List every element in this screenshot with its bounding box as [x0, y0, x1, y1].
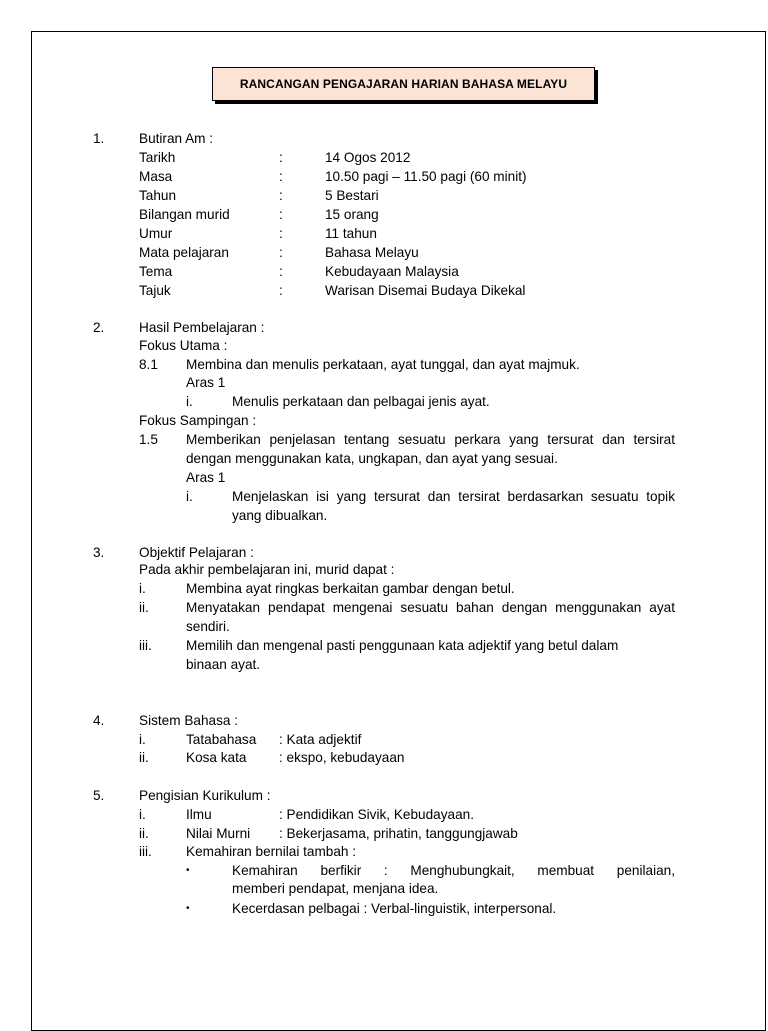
detail-value-tajuk: Warisan Disemai Budaya Dikekal	[325, 283, 526, 298]
detail-label-tajuk: Tajuk	[139, 283, 171, 298]
detail-label-umur: Umur	[139, 226, 173, 241]
fokus-utama-text: Membina dan menulis perkataan, ayat tunggal, dan ayat majmuk.	[186, 357, 580, 372]
objective-text-continued: sendiri.	[186, 619, 230, 634]
curriculum-item-number: i.	[139, 807, 146, 822]
objective-text: Memilih dan mengenal pasti penggunaan kata adjektif yang betul dalam	[186, 638, 619, 653]
detail-value-mata-pelajaran: Bahasa Melayu	[325, 245, 419, 260]
detail-label-mata-pelajaran: Mata pelajaran	[139, 245, 229, 260]
detail-label-bilangan-murid: Bilangan murid	[139, 207, 230, 222]
detail-value-bilangan-murid: 15 orang	[325, 207, 379, 222]
detail-label-masa: Masa	[139, 169, 173, 184]
section-3-heading: Objektif Pelajaran :	[139, 545, 254, 560]
detail-value-masa: 10.50 pagi – 11.50 pagi (60 minit)	[325, 169, 527, 184]
fokus-sampingan-code: 1.5	[139, 432, 158, 447]
detail-colon: :	[279, 245, 283, 260]
section-1-heading: Butiran Am :	[139, 131, 214, 146]
curriculum-item-value: : Pendidikan Sivik, Kebudayaan.	[279, 807, 474, 822]
fokus-utama-label: Fokus Utama :	[139, 338, 228, 353]
detail-value-tema: Kebudayaan Malaysia	[325, 264, 459, 279]
section-4-heading: Sistem Bahasa :	[139, 713, 238, 728]
detail-colon: :	[279, 188, 283, 203]
section-2-number: 2.	[93, 320, 105, 335]
objective-text: Menyatakan pendapat mengenai sesuatu bahan dengan menggunakan ayat	[186, 600, 675, 615]
section-5-heading: Pengisian Kurikulum :	[139, 788, 271, 803]
detail-colon: :	[279, 264, 283, 279]
detail-colon: :	[279, 207, 283, 222]
objective-intro: Pada akhir pembelajaran ini, murid dapat :	[139, 562, 395, 577]
section-5-number: 5.	[93, 788, 105, 803]
detail-label-tema: Tema	[139, 264, 173, 279]
fokus-utama-item-text: Menulis perkataan dan pelbagai jenis ayat.	[232, 394, 490, 409]
aras-label: Aras 1	[186, 375, 226, 390]
objective-number: i.	[139, 581, 146, 596]
language-item-value: : ekspo, kebudayaan	[279, 750, 405, 765]
detail-colon: :	[279, 226, 283, 241]
section-1-number: 1.	[93, 131, 105, 146]
detail-value-umur: 11 tahun	[325, 226, 377, 241]
aras-label: Aras 1	[186, 470, 226, 485]
detail-label-tarikh: Tarikh	[139, 150, 176, 165]
detail-value-tahun: 5 Bestari	[325, 188, 379, 203]
detail-colon: :	[279, 150, 283, 165]
fokus-utama-code: 8.1	[139, 357, 158, 372]
detail-label-tahun: Tahun	[139, 188, 177, 203]
bullet-icon: •	[186, 865, 190, 876]
objective-text-continued: binaan ayat.	[186, 657, 261, 672]
curriculum-item-number: iii.	[139, 844, 152, 859]
language-item-number: ii.	[139, 750, 149, 765]
title-box	[212, 67, 595, 101]
bullet-icon: •	[186, 903, 190, 914]
value-added-skill-text: Kemahiran berfikir : Menghubungkait, membuat penilaian,	[232, 863, 675, 878]
detail-colon: :	[279, 283, 283, 298]
section-4-number: 4.	[93, 713, 105, 728]
language-item-label: Kosa kata	[186, 750, 247, 765]
fokus-sampingan-item-number: i.	[186, 489, 193, 504]
objective-text: Membina ayat ringkas berkaitan gambar dengan betul.	[186, 581, 515, 596]
section-3-number: 3.	[93, 545, 105, 560]
fokus-sampingan-item-line2: yang dibualkan.	[232, 508, 328, 523]
section-2-heading: Hasil Pembelajaran :	[139, 320, 265, 335]
objective-number: ii.	[139, 600, 149, 615]
language-item-number: i.	[139, 732, 146, 747]
document-title: RANCANGAN PENGAJARAN HARIAN BAHASA MELAYU	[239, 77, 568, 91]
objective-number: iii.	[139, 638, 152, 653]
curriculum-item-label: Kemahiran bernilai tambah :	[186, 844, 357, 859]
fokus-utama-item-number: i.	[186, 394, 193, 409]
fokus-sampingan-label: Fokus Sampingan :	[139, 413, 257, 428]
detail-value-tarikh: 14 Ogos 2012	[325, 150, 411, 165]
curriculum-item-value: : Bekerjasama, prihatin, tanggungjawab	[279, 826, 518, 841]
fokus-sampingan-item-line1: Menjelaskan isi yang tersurat dan tersirat berdasarkan sesuatu topik	[232, 489, 675, 504]
detail-colon: :	[279, 169, 283, 184]
language-item-label: Tatabahasa	[186, 732, 257, 747]
language-item-value: : Kata adjektif	[279, 732, 362, 747]
curriculum-item-number: ii.	[139, 826, 149, 841]
fokus-sampingan-text-line2: dengan menggunakan kata, ungkapan, dan ayat yang sesuai.	[186, 451, 558, 466]
fokus-sampingan-text-line1: Memberikan penjelasan tentang sesuatu perkara yang tersurat dan tersirat	[186, 432, 675, 447]
value-added-skill-text-continued: memberi pendapat, menjana idea.	[232, 881, 439, 896]
value-added-skill-text: Kecerdasan pelbagai : Verbal-linguistik, interpersonal.	[232, 901, 557, 916]
curriculum-item-label: Ilmu	[186, 807, 212, 822]
curriculum-item-label: Nilai Murni	[186, 826, 251, 841]
